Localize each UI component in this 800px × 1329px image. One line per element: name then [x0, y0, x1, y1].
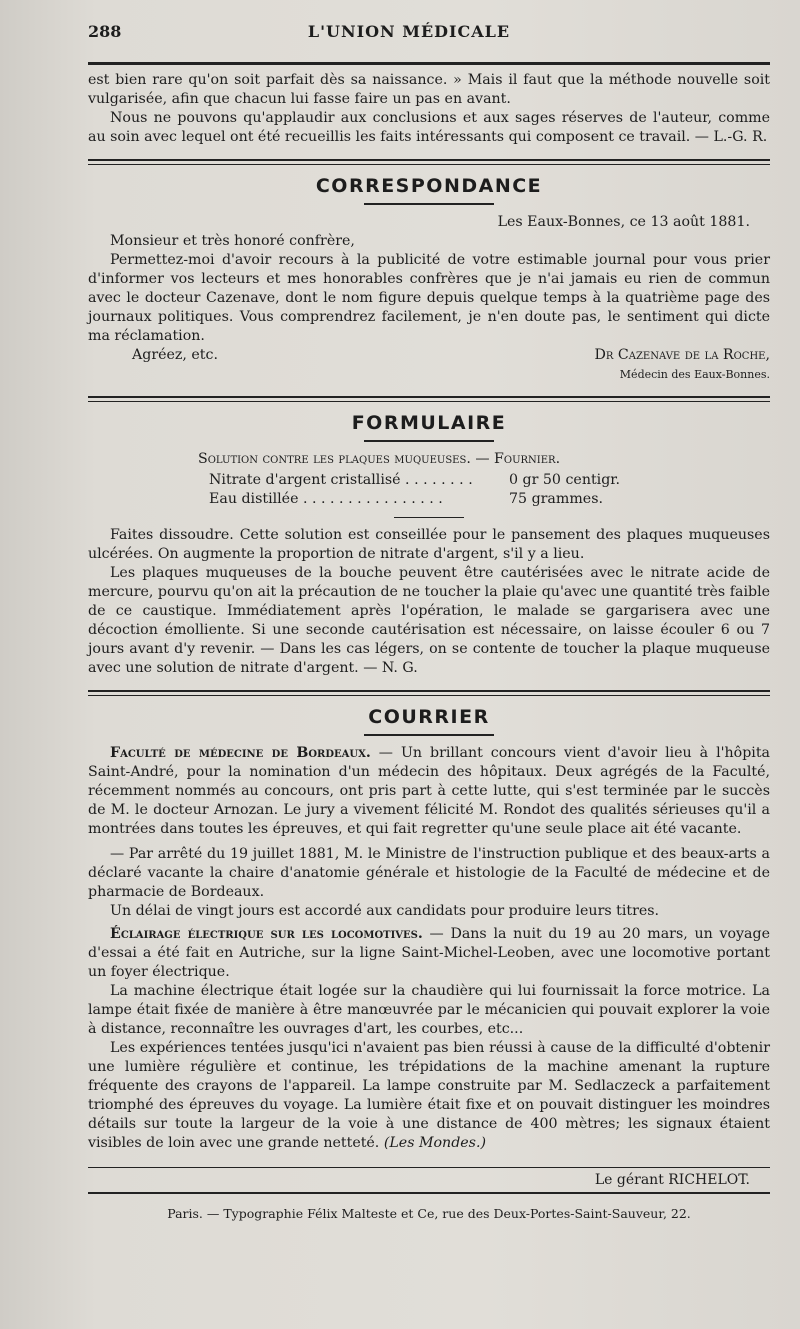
printer-imprint: Paris. — Typographie Félix Malteste et Ce, rue des Deux-Portes-Saint-Sauveur, 22.	[167, 1206, 691, 1221]
page-header	[88, 22, 770, 50]
courrier-title: COURRIER	[368, 706, 490, 728]
section-divider	[88, 396, 770, 402]
formulaire-paragraph-1: Faites dissoudre. Cette solution est conseillée pour le pansement des plaques muqueuses ulcérées. On augmente la proportion de nitrate d'argent, s'il y a lieu.	[88, 527, 770, 562]
courrier-paragraph-1: Faculté de médecine de Bordeaux. — Un brillant concours vient d'avoir lieu à l'hôpita Saint-André, pour la nomination d'un médecin des hôpitaux. Deux agrégés de la Faculté, récemment nommés au concours, ont pris part à cette lutte, qui s'est terminée par le succès de M. le docteur Arnozan. Le jury a vivement félicité M. Rondot des qualités sérieuses qu'il a montrées dans toutes les épreuves, et qui fait regretter qu'une seule place ait été vacante.	[88, 745, 770, 837]
ingredient-amount: 0 gr 50 centigr.	[509, 472, 621, 488]
intro-paragraph-1: est bien rare qu'on soit parfait dès sa naissance. » Mais il faut que la méthode nouvelle soit vulgarisée, afin que chacun lui fasse faire un pas en avant.	[88, 72, 770, 107]
correspondance-signature: Dr Cazenave de la Roche,	[594, 347, 770, 363]
title-underline	[364, 203, 494, 205]
title-underline	[364, 440, 494, 442]
page-number: 288	[88, 22, 122, 41]
courrier-paragraph-2: — Par arrêté du 19 juillet 1881, M. le Ministre de l'instruction publique et des beaux-arts a déclaré vacante la chaire d'anatomie générale et histologie de la Faculté de médecine et de pharmacie de Bordeaux.	[88, 846, 770, 900]
correspondance-body: Permettez-moi d'avoir recours à la publicité de votre estimable journal pour vous prier d'informer vos lecteurs et mes honorables confrères que je n'ai jamais eu rien de commun avec le docteur Cazenave, dont le nom figure depuis quelque temps à la quatrième page des journaux politiques. Vous comprendrez facilement, je n'en doute pas, le sentiment qui dicte ma réclamation.	[88, 252, 770, 344]
footer-rule-2	[88, 1192, 770, 1194]
title-underline	[364, 734, 494, 736]
formulaire-paragraph-2: Les plaques muqueuses de la bouche peuvent être cautérisées avec le nitrate acide de mercure, pourvu qu'on ait la précaution de ne toucher la plaie qu'avec une quantité très faible de ce caustique. Immédiatement après l'opération, le malade se gargarisera avec une décoction émolliente. Si une seconde cautérisation est nécessaire, on laisse écouler 6 ou 7 jours avant d'y revenir. — Dans les cas légers, on se contente de toucher la plaque muqueuse avec une solution de nitrate d'argent. — N. G.	[88, 565, 770, 676]
formula-row	[209, 471, 649, 490]
intro-paragraph-2: Nous ne pouvons qu'applaudir aux conclusions et aux sages réserves de l'auteur, comme au soin avec lequel ont été recueillis les faits intéressants qui composent ce travail. — L.-G. R.	[88, 110, 770, 145]
ingredient-amount: 75 grammes.	[509, 491, 603, 507]
section-divider	[88, 690, 770, 696]
courrier-paragraph-4: Éclairage électrique sur les locomotives. — Dans la nuit du 19 au 20 mars, un voyage d'essai a été fait en Autriche, sur la ligne Saint-Michel-Leoben, avec une locomotive portant un foyer électrique.	[88, 926, 770, 980]
correspondance-signature-block	[88, 346, 770, 384]
correspondance-dateline: Les Eaux-Bonnes, ce 13 août 1881.	[497, 214, 750, 230]
courrier-lead-eclairage: Éclairage électrique sur les locomotives.	[110, 926, 423, 942]
footer-rule	[88, 1167, 770, 1168]
formula-table	[209, 471, 649, 509]
ingredient-name: Eau distillée . . . . . . . . . . . . . . . .	[209, 491, 443, 507]
formula-rule	[394, 517, 464, 518]
correspondance-salutation: Monsieur et très honoré confrère,	[110, 233, 355, 249]
courrier-source: (Les Mondes.)	[383, 1135, 486, 1151]
correspondance-title: CORRESPONDANCE	[315, 175, 543, 197]
journal-title: L'UNION MÉDICALE	[307, 22, 511, 41]
header-rule	[88, 62, 770, 65]
gerant-signature: Le gérant RICHELOT.	[594, 1172, 750, 1188]
ingredient-name: Nitrate d'argent cristallisé . . . . . . . .	[209, 472, 473, 488]
section-divider	[88, 159, 770, 165]
courrier-paragraph-5: La machine électrique était logée sur la chaudière qui lui fournissait la force motrice. La lampe était fixée de manière à être manœuvrée par le mécanicien qui pouvait explorer la voie à distance, reconnaître les ouvrages d'art, les courbes, etc...	[88, 983, 770, 1037]
courrier-paragraph-6: Les expériences tentées jusqu'ici n'avaient pas bien réussi à cause de la difficulté d'obtenir une lumière régulière et continue, les trépidations de la machine amenant la rupture fréquente des crayons de l'appareil. La lampe construite par M. Sedlaczeck a parfaitement triomphé des épreuves du voyage. La lumière était fixe et on pouvait distinguer les moindres détails sur toute la largeur de la voie à une distance de 400 mètres; les signaux étaient visibles de loin avec une grande netteté. (Les Mondes.)	[88, 1040, 770, 1151]
courrier-paragraph-3: Un délai de vingt jours est accordé aux candidats pour produire leurs titres.	[110, 903, 660, 919]
correspondance-signature-title: Médecin des Eaux-Bonnes.	[619, 368, 770, 381]
courrier-lead-bordeaux: Faculté de médecine de Bordeaux.	[110, 745, 371, 761]
formula-row	[209, 490, 649, 509]
formulaire-title: FORMULAIRE	[351, 412, 507, 434]
correspondance-closing: Agréez, etc.	[132, 347, 218, 363]
formulaire-subtitle: Solution contre les plaques muqueuses. — Fournier.	[198, 451, 561, 467]
